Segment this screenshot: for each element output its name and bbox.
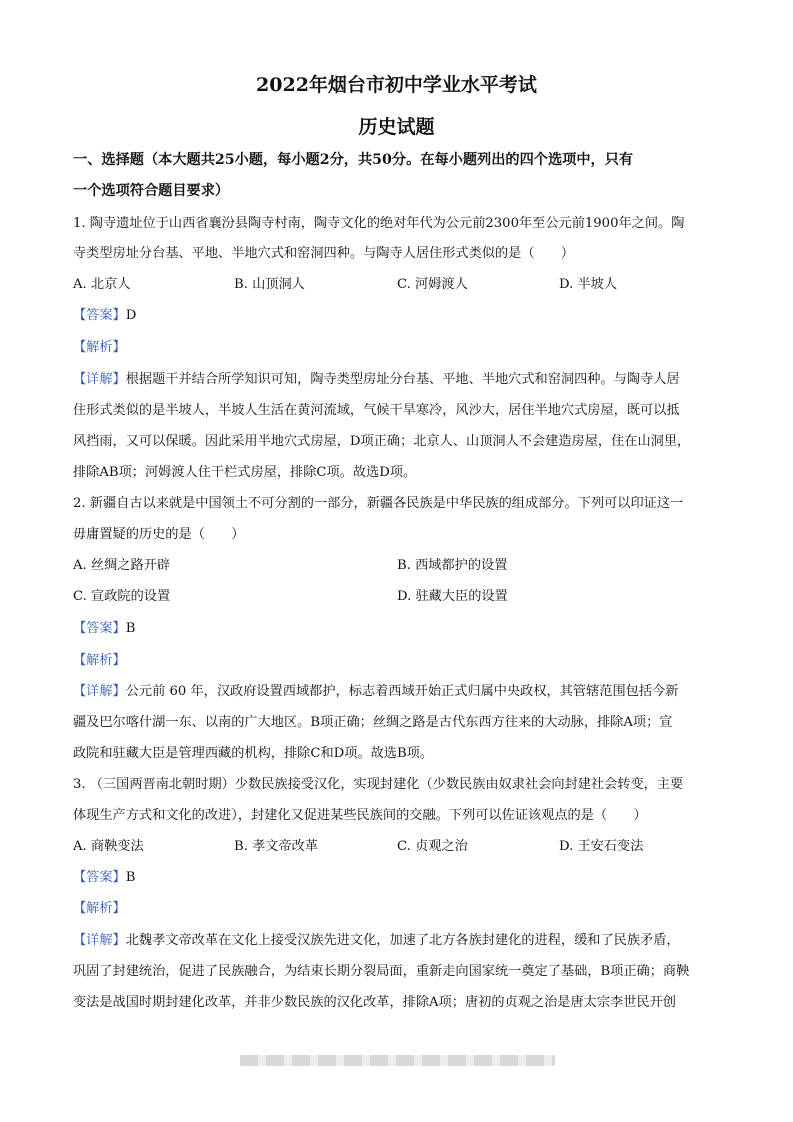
- q3-stem-line-2: 体现生产方式和文化的改进），封建化又促进某些民族间的交融。下列可以佐证该观点的是（ ）: [73, 808, 647, 823]
- exam-title: 2022年烟台市初中学业水平考试: [256, 74, 537, 96]
- blurred-footer-watermark: [240, 1055, 555, 1066]
- q1-detail-line-1: [73, 370, 723, 390]
- q3-detail-line-3: 变法是战国时期封建化改革，并非少数民族的汉化改革，排除A项；唐初的贞观之治是唐太宗李世民开创: [73, 995, 676, 1010]
- q3-detail-line-1: [73, 931, 723, 951]
- answer-value: B: [125, 621, 136, 636]
- q1-option-c: C. 河姆渡人: [397, 277, 468, 292]
- detail-tag: 【详解】: [73, 933, 126, 948]
- q2-detail-line-3: 政院和驻藏大臣是管理西藏的机构，排除C和D项。故选B项。: [73, 746, 434, 761]
- q1-answer: [73, 306, 723, 326]
- q1-stem-line-1: 1. 陶寺遗址位于山西省襄汾县陶寺村南，陶寺文化的绝对年代为公元前2300年至公元前1900年之间。陶: [73, 216, 685, 231]
- q3-option-b: B. 孝文帝改革: [234, 839, 319, 854]
- q2-detail-line-1: [73, 682, 723, 702]
- q2-detail-line-2: 疆及巴尔喀什湖一东、以南的广大地区。B项正确；丝绸之路是古代东西方往来的大动脉，排除A项；宣: [73, 715, 673, 730]
- answer-tag: 【答案】: [73, 870, 126, 885]
- q3-option-d: D. 王安石变法: [559, 839, 644, 854]
- q1-option-b: B. 山顶洞人: [234, 277, 305, 292]
- q3-detail-line-2: 巩固了封建统治，促进了民族融合，为结束长期分裂局面，重新走向国家统一奠定了基础，B项正确；商鞅: [73, 964, 690, 979]
- detail-text: 公元前 60 年，汉政府设置西域都护，标志着西域开始正式归属中央政权，其管辖范围包括今新: [125, 684, 679, 699]
- detail-text: 根据题干并结合所学知识可知，陶寺类型房址分台基、平地、半地穴式和窑洞四种。与陶寺人居: [125, 372, 680, 387]
- q2-analysis-tag: [73, 651, 723, 671]
- q1-option-d: D. 半坡人: [559, 277, 618, 292]
- section-heading-line-1: 一、选择题（本大题共25小题，每小题2分，共50分。在每小题列出的四个选项中，只有: [73, 152, 634, 168]
- q1-stem-line-2: 寺类型房址分台基、平地、半地穴式和窑洞四种。与陶寺人居住形式类似的是（ ）: [73, 246, 575, 261]
- q3-analysis-tag: [73, 899, 723, 919]
- detail-tag: 【详解】: [73, 684, 126, 699]
- q2-option-d: D. 驻藏大臣的设置: [397, 589, 508, 604]
- q1-detail-line-2: 住形式类似的是半坡人，半坡人生活在黄河流域，气候干旱寒冷，风沙大，居住半地穴式房屋，既可以抵: [73, 403, 680, 418]
- q1-analysis-tag: [73, 338, 723, 358]
- answer-value: D: [125, 308, 137, 323]
- q2-option-a: A. 丝绸之路开辟: [73, 558, 171, 573]
- answer-tag: 【答案】: [73, 621, 126, 636]
- q1-option-a: A. 北京人: [73, 277, 131, 292]
- answer-value: B: [125, 870, 136, 885]
- analysis-tag: 【解析】: [73, 340, 126, 355]
- q3-option-a: A. 商鞅变法: [73, 839, 144, 854]
- q1-detail-line-4: 排除AB项；河姆渡人住干栏式房屋，排除C项。故选D项。: [73, 465, 417, 480]
- detail-tag: 【详解】: [73, 372, 126, 387]
- q3-option-c: C. 贞观之治: [397, 839, 468, 854]
- analysis-tag: 【解析】: [73, 901, 126, 916]
- analysis-tag: 【解析】: [73, 653, 126, 668]
- exam-subtitle: 历史试题: [358, 116, 435, 138]
- q3-answer: [73, 868, 723, 888]
- q2-answer: [73, 619, 723, 639]
- detail-text: 北魏孝文帝改革在文化上接受汉族先进文化，加速了北方各族封建化的进程，缓和了民族矛盾，: [125, 933, 680, 948]
- q2-option-b: B. 西域都护的设置: [397, 558, 508, 573]
- q2-stem-line-1: 2. 新疆自古以来就是中国领土不可分割的一部分，新疆各民族是中华民族的组成部分。下列可以印证这一: [73, 496, 684, 511]
- q3-stem-line-1: 3. （三国两晋南北朝时期）少数民族接受汉化，实现封建化（少数民族由奴隶社会向封建社会转变，主要: [73, 777, 684, 792]
- q1-detail-line-3: 风挡雨，又可以保暖。因此采用半地穴式房屋，D项正确；北京人、山顶洞人不会建造房屋，住在山洞里，: [73, 434, 691, 449]
- section-heading-line-2: 一个选项符合题目要求）: [73, 183, 230, 199]
- q2-stem-line-2: 毋庸置疑的历史的是（ ）: [73, 527, 245, 542]
- q2-option-c: C. 宣政院的设置: [73, 589, 171, 604]
- answer-tag: 【答案】: [73, 308, 126, 323]
